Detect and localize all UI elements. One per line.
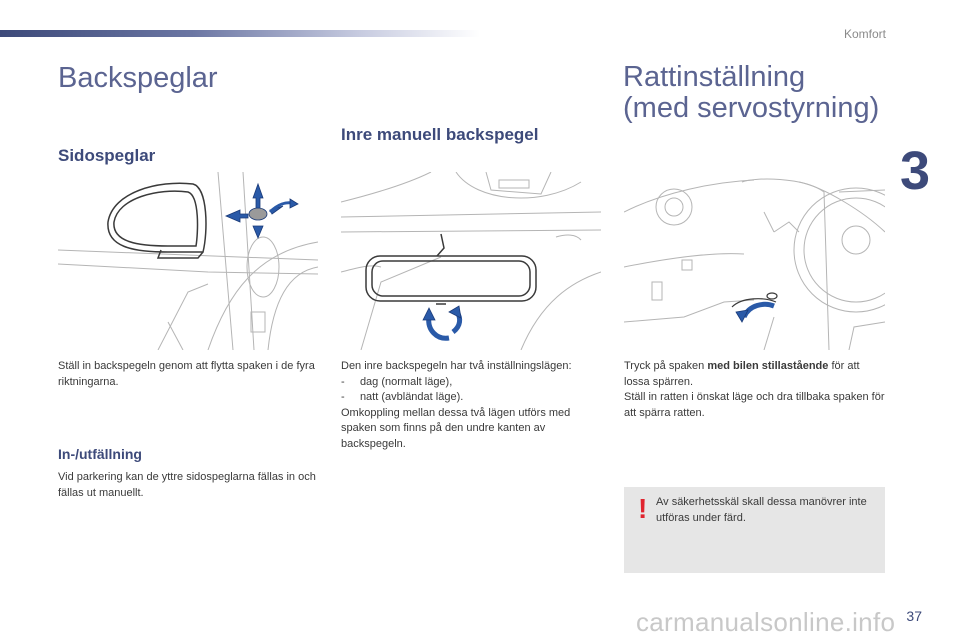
side-mirrors-heading: Sidospeglar [58, 146, 156, 165]
section-label: Komfort [843, 27, 886, 41]
mode-day: - dag (normalt läge), [341, 375, 453, 388]
folding-heading: In-/utfällning [58, 446, 142, 462]
interior-mirror-heading: Inre manuell backspegel [341, 125, 539, 144]
interior-mirror-intro: Den inre backspegeln har två inställningslägen: [341, 360, 572, 372]
steering-wheel-illustration [624, 172, 885, 350]
side-mirror-caption: Ställ in backspegeln genom att flytta spaken i de fyra riktningarna. [58, 360, 315, 388]
steering-instruction-start: Tryck på spaken [624, 360, 708, 372]
page-number: 37 [906, 608, 922, 624]
watermark: carmanualsonline.info [636, 607, 896, 637]
steering-text-block [624, 359, 885, 421]
header-gradient-bar [0, 30, 480, 37]
interior-mirror-switch-text: Omkoppling mellan dessa två lägen utförs med spaken som finns på den undre kanten av backspegeln. [341, 406, 571, 450]
page-title: Backspeglar [58, 62, 218, 94]
warning-box [624, 487, 885, 573]
interior-mirror-text-block [341, 359, 603, 452]
mode-night: - natt (avbländat läge). [341, 391, 464, 403]
warning-text: Av säkerhetsskäl skall dessa manövrer inte utföras under färd. [656, 496, 867, 524]
steering-adjust-text: Ställ in ratten i önskat läge och dra tillbaka spaken för att spärra ratten. [624, 391, 885, 419]
steering-instruction-bold: med bilen stillastående [707, 360, 829, 372]
side-mirror-illustration [58, 172, 318, 350]
warning-icon: ! [638, 493, 648, 524]
steering-title-line1: Rattinställning [623, 61, 806, 93]
steering-title-line2: (med servostyrning) [623, 92, 880, 124]
steering-instruction-end: för att lossa spärren. [624, 360, 860, 388]
chapter-number: 3 [900, 141, 930, 201]
steering-instruction [624, 359, 885, 390]
steering-title [623, 62, 923, 124]
interior-mirror-illustration [341, 172, 601, 350]
folding-text: Vid parkering kan de yttre sidospeglarna fällas in och fällas ut manuellt. [58, 471, 316, 499]
